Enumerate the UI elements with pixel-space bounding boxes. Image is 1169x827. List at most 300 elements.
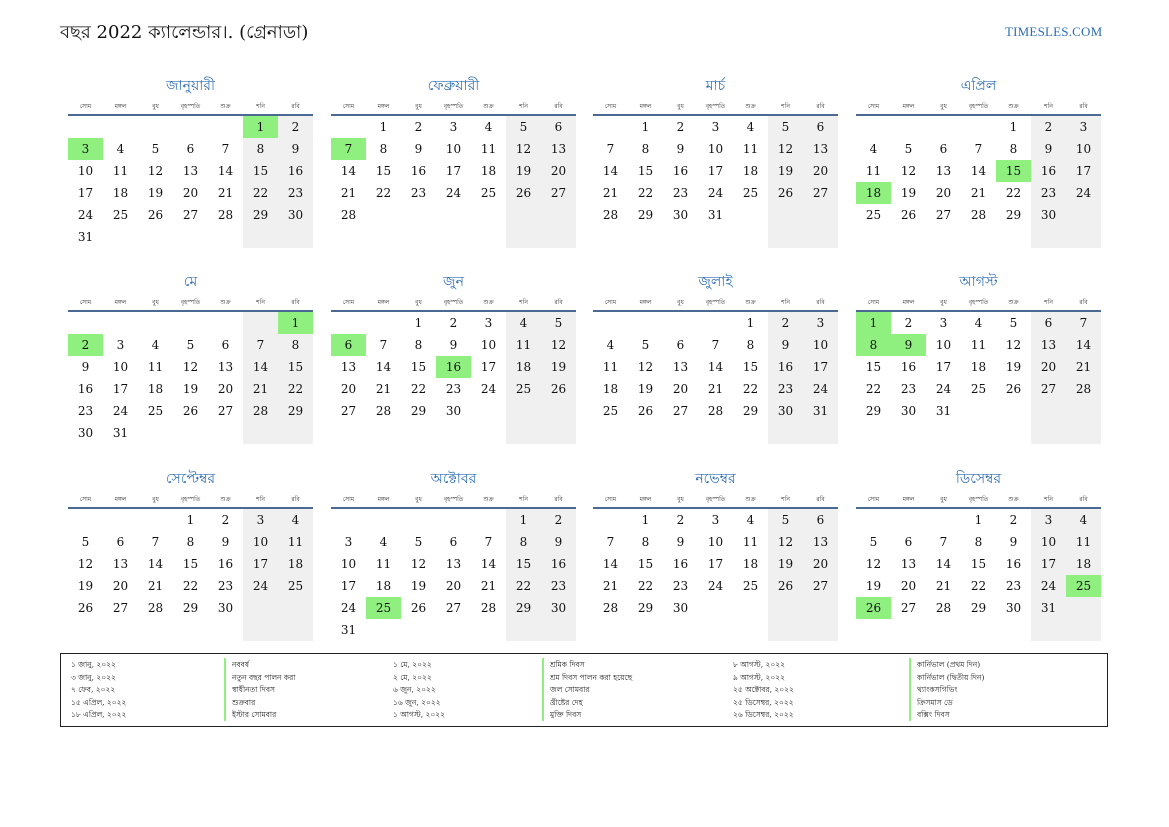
day-cell: 20: [812, 557, 829, 571]
day-cell: 31: [707, 208, 724, 222]
weekday-label: শনি: [519, 496, 528, 503]
day-cell: 20: [182, 186, 199, 200]
legend-holiday-name: থ্যাংকসগিভিং: [909, 683, 958, 696]
day-cell: 8: [746, 338, 755, 352]
day-cell: 22: [375, 186, 392, 200]
day-cell: 20: [550, 164, 567, 178]
holiday-day-cell: 1: [278, 312, 313, 334]
day-cell: 25: [515, 382, 532, 396]
weekday-label: বুধ: [415, 496, 422, 503]
day-cell: 17: [812, 360, 829, 374]
day-cell: 6: [554, 120, 563, 134]
day-cell: 7: [379, 338, 388, 352]
day-cell: 21: [480, 579, 497, 593]
day-cell: 20: [935, 186, 952, 200]
day-cell: 16: [672, 164, 689, 178]
day-cell: 27: [1040, 382, 1057, 396]
day-cell: 18: [742, 557, 759, 571]
day-cell: 2: [1009, 513, 1018, 527]
day-cell: 28: [970, 208, 987, 222]
day-cell: 17: [1040, 557, 1057, 571]
day-cell: 27: [672, 404, 689, 418]
day-cell: 25: [480, 186, 497, 200]
day-cell: 19: [515, 164, 532, 178]
day-cell: 12: [865, 557, 882, 571]
day-cell: 21: [707, 382, 724, 396]
day-cell: 17: [707, 557, 724, 571]
day-cell: 5: [1009, 316, 1018, 330]
weekday-label: শুক্র: [1008, 103, 1019, 110]
day-cell: 21: [375, 382, 392, 396]
holiday-day-cell: 26: [856, 597, 891, 619]
day-cell: 30: [1005, 601, 1022, 615]
day-cell: 24: [707, 186, 724, 200]
day-cell: 12: [182, 360, 199, 374]
weekday-label: শনি: [1044, 103, 1053, 110]
day-cell: 19: [865, 579, 882, 593]
legend-holiday-name: শ্রমিক দিবস: [542, 658, 585, 671]
holiday-day-cell: 25: [366, 597, 401, 619]
day-cell: 26: [777, 579, 794, 593]
day-cell: 12: [777, 142, 794, 156]
day-cell: 24: [707, 579, 724, 593]
day-cell: 23: [900, 382, 917, 396]
weekday-header: [593, 101, 838, 113]
day-cell: 24: [1075, 186, 1092, 200]
day-cell: 23: [550, 579, 567, 593]
weekday-header: [331, 297, 576, 309]
day-cell: 30: [287, 208, 304, 222]
day-cell: 15: [182, 557, 199, 571]
day-cell: 23: [672, 186, 689, 200]
day-cell: 18: [1075, 557, 1092, 571]
weekday-label: শনি: [256, 103, 265, 110]
day-cell: 7: [711, 338, 720, 352]
weekday-header: [331, 101, 576, 113]
weekday-label: মঙ্গল: [377, 496, 390, 503]
day-grid: [68, 509, 313, 641]
day-cell: 3: [939, 316, 948, 330]
day-cell: 6: [904, 535, 913, 549]
weekday-label: বুধ: [152, 103, 159, 110]
day-cell: 2: [554, 513, 563, 527]
day-cell: 21: [217, 186, 234, 200]
day-cell: 14: [935, 557, 952, 571]
day-grid: [68, 312, 313, 444]
weekday-label: বৃহস্পতি: [968, 103, 989, 110]
day-cell: 10: [480, 338, 497, 352]
day-cell: 24: [935, 382, 952, 396]
day-cell: 4: [151, 338, 160, 352]
day-cell: 23: [445, 382, 462, 396]
day-cell: 27: [900, 601, 917, 615]
day-cell: 28: [375, 404, 392, 418]
day-cell: 5: [869, 535, 878, 549]
day-cell: 13: [1040, 338, 1057, 352]
legend-date: ১৮ এপ্রিল, ২০২২: [71, 710, 127, 719]
weekday-label: বৃহস্পতি: [705, 496, 726, 503]
day-cell: 3: [1079, 120, 1088, 134]
weekday-label: বুধ: [677, 496, 684, 503]
day-cell: 20: [812, 164, 829, 178]
day-cell: 17: [252, 557, 269, 571]
day-cell: 31: [112, 426, 129, 440]
legend-holiday-name: নববর্ষ: [224, 658, 249, 671]
day-cell: 9: [676, 142, 685, 156]
weekday-label: সোম: [79, 496, 92, 503]
day-cell: 19: [637, 382, 654, 396]
day-cell: 27: [340, 404, 357, 418]
day-cell: 11: [742, 535, 759, 549]
weekday-label: বুধ: [152, 496, 159, 503]
day-cell: 6: [816, 120, 825, 134]
day-cell: 10: [252, 535, 269, 549]
day-cell: 25: [112, 208, 129, 222]
day-cell: 19: [900, 186, 917, 200]
day-cell: 14: [252, 360, 269, 374]
weekday-label: রবি: [1079, 299, 1088, 306]
day-cell: 26: [515, 186, 532, 200]
weekday-label: মঙ্গল: [902, 299, 915, 306]
day-cell: 4: [869, 142, 878, 156]
day-cell: 5: [781, 120, 790, 134]
day-cell: 12: [77, 557, 94, 571]
day-cell: 17: [707, 164, 724, 178]
weekday-label: বুধ: [415, 103, 422, 110]
day-cell: 6: [1044, 316, 1053, 330]
weekday-label: শুক্র: [220, 103, 231, 110]
day-cell: 2: [676, 120, 685, 134]
legend-date: ৮ আগস্ট, ২০২২: [733, 660, 785, 669]
day-cell: 28: [252, 404, 269, 418]
day-cell: 7: [939, 535, 948, 549]
day-cell: 10: [707, 142, 724, 156]
day-cell: 22: [865, 382, 882, 396]
day-cell: 22: [1005, 186, 1022, 200]
day-cell: 17: [1075, 164, 1092, 178]
day-cell: 27: [182, 208, 199, 222]
day-cell: 12: [410, 557, 427, 571]
day-cell: 31: [1040, 601, 1057, 615]
day-cell: 23: [777, 382, 794, 396]
weekday-label: সোম: [867, 299, 880, 306]
day-cell: 19: [147, 186, 164, 200]
day-cell: 13: [112, 557, 129, 571]
day-cell: 19: [77, 579, 94, 593]
day-cell: 16: [287, 164, 304, 178]
day-cell: 29: [865, 404, 882, 418]
day-cell: 9: [781, 338, 790, 352]
weekday-label: রবি: [291, 496, 300, 503]
month-name: নভেম্বর: [695, 471, 736, 487]
weekday-label: মঙ্গল: [639, 299, 652, 306]
day-cell: 29: [970, 601, 987, 615]
day-cell: 6: [221, 338, 230, 352]
day-cell: 12: [900, 164, 917, 178]
day-cell: 17: [480, 360, 497, 374]
day-cell: 22: [637, 579, 654, 593]
day-cell: 16: [550, 557, 567, 571]
weekday-label: মঙ্গল: [114, 299, 127, 306]
legend-holiday-name: জল সোমবার: [542, 683, 590, 696]
holiday-day-cell: 9: [891, 334, 926, 356]
day-cell: 1: [641, 513, 650, 527]
day-cell: 4: [1079, 513, 1088, 527]
day-cell: 26: [77, 601, 94, 615]
month-name: এপ্রিল: [960, 78, 997, 94]
legend-date: ২ মে, ২০২২: [393, 672, 432, 682]
legend-date: ১ মে, ২০২২: [393, 660, 432, 669]
site-link[interactable]: TIMESLES.COM: [1005, 24, 1103, 39]
legend-date: ১ জানু, ২০২২: [71, 660, 116, 669]
day-cell: 14: [147, 557, 164, 571]
day-cell: 26: [900, 208, 917, 222]
holiday-day-cell: 15: [996, 160, 1031, 182]
day-cell: 14: [602, 164, 619, 178]
day-cell: 24: [252, 579, 269, 593]
day-cell: 12: [147, 164, 164, 178]
month-name: মার্চ: [705, 78, 726, 94]
day-cell: 4: [116, 142, 125, 156]
day-cell: 8: [974, 535, 983, 549]
weekday-label: বৃহস্পতি: [180, 299, 201, 306]
day-cell: 29: [252, 208, 269, 222]
holiday-day-cell: 16: [436, 356, 471, 378]
day-cell: 25: [602, 404, 619, 418]
weekday-label: শুক্র: [745, 496, 756, 503]
day-cell: 14: [602, 557, 619, 571]
weekday-label: বুধ: [415, 299, 422, 306]
day-cell: 26: [1005, 382, 1022, 396]
weekday-label: সোম: [867, 103, 880, 110]
day-cell: 26: [147, 208, 164, 222]
day-cell: 28: [707, 404, 724, 418]
day-cell: 25: [287, 579, 304, 593]
day-cell: 19: [550, 360, 567, 374]
day-cell: 16: [777, 360, 794, 374]
legend-holiday-name: নতুন বছর পালন করা: [224, 671, 295, 684]
holiday-day-cell: 7: [331, 138, 366, 160]
day-cell: 27: [812, 186, 829, 200]
day-cell: 3: [816, 316, 825, 330]
month-name: আগস্ট: [959, 274, 998, 290]
legend-date: ৭ ফেব, ২০২২: [71, 685, 116, 694]
weekday-label: রবি: [554, 103, 563, 110]
day-grid: [331, 312, 576, 444]
day-cell: 1: [186, 513, 195, 527]
legend-holiday-name: কার্নিভাল (দ্বিতীয় দিন): [909, 671, 984, 684]
day-cell: 2: [414, 120, 423, 134]
holiday-day-cell: 2: [68, 334, 103, 356]
day-cell: 15: [410, 360, 427, 374]
day-cell: 25: [742, 186, 759, 200]
legend-holiday-name: ইস্টার সোমবার: [224, 708, 276, 721]
weekday-label: রবি: [291, 299, 300, 306]
holiday-day-cell: 18: [856, 182, 891, 204]
day-cell: 18: [375, 579, 392, 593]
day-cell: 18: [112, 186, 129, 200]
day-cell: 20: [340, 382, 357, 396]
day-cell: 19: [777, 164, 794, 178]
weekday-label: মঙ্গল: [639, 496, 652, 503]
day-cell: 15: [375, 164, 392, 178]
day-cell: 7: [256, 338, 265, 352]
day-cell: 22: [970, 579, 987, 593]
day-cell: 14: [480, 557, 497, 571]
day-cell: 27: [550, 186, 567, 200]
day-cell: 10: [935, 338, 952, 352]
day-cell: 1: [414, 316, 423, 330]
day-grid: [593, 312, 838, 444]
day-cell: 24: [812, 382, 829, 396]
day-cell: 20: [1040, 360, 1057, 374]
day-cell: 16: [672, 557, 689, 571]
day-cell: 24: [1040, 579, 1057, 593]
legend-date: ২৫ ডিসেম্বর, ২০২২: [733, 697, 794, 707]
weekday-label: সোম: [604, 299, 617, 306]
day-cell: 30: [217, 601, 234, 615]
day-cell: 21: [602, 579, 619, 593]
legend-holiday-name: মুক্তি দিবস: [542, 708, 581, 721]
day-cell: 23: [1005, 579, 1022, 593]
month-name: সেপ্টেম্বর: [165, 471, 216, 487]
day-cell: 16: [1005, 557, 1022, 571]
day-cell: 4: [746, 513, 755, 527]
day-cell: 11: [480, 142, 497, 156]
legend-holiday-name: ক্রিসমাস ডে: [909, 696, 953, 709]
day-grid: [593, 116, 838, 248]
day-cell: 21: [340, 186, 357, 200]
day-cell: 4: [746, 120, 755, 134]
day-cell: 7: [606, 142, 615, 156]
day-cell: 6: [449, 535, 458, 549]
day-cell: 16: [410, 164, 427, 178]
day-cell: 21: [252, 382, 269, 396]
day-cell: 27: [935, 208, 952, 222]
day-cell: 9: [414, 142, 423, 156]
day-cell: 14: [375, 360, 392, 374]
day-cell: 26: [410, 601, 427, 615]
day-cell: 4: [484, 120, 493, 134]
day-cell: 2: [781, 316, 790, 330]
day-cell: 5: [519, 120, 528, 134]
day-cell: 21: [970, 186, 987, 200]
day-cell: 4: [606, 338, 615, 352]
day-cell: 30: [777, 404, 794, 418]
day-cell: 18: [515, 360, 532, 374]
day-cell: 23: [287, 186, 304, 200]
day-cell: 12: [637, 360, 654, 374]
weekday-label: শুক্র: [483, 496, 494, 503]
day-grid: [856, 509, 1101, 641]
day-cell: 24: [480, 382, 497, 396]
day-cell: 6: [939, 142, 948, 156]
day-cell: 10: [77, 164, 94, 178]
day-cell: 22: [637, 186, 654, 200]
weekday-label: বুধ: [677, 299, 684, 306]
day-cell: 31: [812, 404, 829, 418]
day-cell: 2: [1044, 120, 1053, 134]
day-cell: 13: [550, 142, 567, 156]
day-cell: 30: [77, 426, 94, 440]
weekday-header: [593, 494, 838, 506]
day-cell: 25: [970, 382, 987, 396]
weekday-label: শুক্র: [1008, 496, 1019, 503]
day-cell: 29: [182, 601, 199, 615]
day-cell: 28: [340, 208, 357, 222]
day-cell: 11: [970, 338, 987, 352]
day-cell: 23: [77, 404, 94, 418]
day-cell: 4: [291, 513, 300, 527]
day-cell: 11: [375, 557, 392, 571]
weekday-label: মঙ্গল: [902, 496, 915, 503]
day-cell: 2: [221, 513, 230, 527]
day-cell: 1: [641, 120, 650, 134]
day-cell: 16: [77, 382, 94, 396]
day-cell: 9: [81, 360, 90, 374]
day-cell: 29: [742, 404, 759, 418]
day-cell: 12: [1005, 338, 1022, 352]
weekday-label: শনি: [519, 103, 528, 110]
day-cell: 10: [707, 535, 724, 549]
weekday-label: শুক্র: [483, 103, 494, 110]
day-cell: 21: [935, 579, 952, 593]
day-cell: 21: [602, 186, 619, 200]
weekday-label: সোম: [79, 103, 92, 110]
day-cell: 20: [112, 579, 129, 593]
day-cell: 24: [77, 208, 94, 222]
day-cell: 24: [445, 186, 462, 200]
day-cell: 8: [519, 535, 528, 549]
weekday-label: মঙ্গল: [377, 103, 390, 110]
day-cell: 31: [935, 404, 952, 418]
day-cell: 1: [746, 316, 755, 330]
day-cell: 12: [550, 338, 567, 352]
day-cell: 7: [606, 535, 615, 549]
weekday-header: [68, 101, 313, 113]
weekday-label: বৃহস্পতি: [705, 299, 726, 306]
day-cell: 3: [484, 316, 493, 330]
weekday-header: [331, 494, 576, 506]
day-cell: 18: [147, 382, 164, 396]
month-name: জুলাই: [698, 274, 733, 290]
day-cell: 10: [1040, 535, 1057, 549]
day-cell: 18: [970, 360, 987, 374]
holiday-day-cell: 6: [331, 334, 366, 356]
day-cell: 8: [291, 338, 300, 352]
day-cell: 3: [116, 338, 125, 352]
day-cell: 17: [77, 186, 94, 200]
day-cell: 26: [550, 382, 567, 396]
weekday-label: বুধ: [940, 103, 947, 110]
day-cell: 18: [742, 164, 759, 178]
day-cell: 30: [550, 601, 567, 615]
day-cell: 13: [812, 142, 829, 156]
day-cell: 10: [1075, 142, 1092, 156]
weekday-label: সোম: [604, 103, 617, 110]
weekday-label: রবি: [291, 103, 300, 110]
day-cell: 27: [112, 601, 129, 615]
day-cell: 22: [410, 382, 427, 396]
weekday-label: শুক্র: [220, 299, 231, 306]
day-cell: 11: [147, 360, 164, 374]
holiday-day-cell: 25: [1066, 575, 1101, 597]
day-cell: 14: [970, 164, 987, 178]
day-cell: 15: [252, 164, 269, 178]
day-cell: 5: [641, 338, 650, 352]
day-cell: 5: [554, 316, 563, 330]
day-cell: 2: [449, 316, 458, 330]
